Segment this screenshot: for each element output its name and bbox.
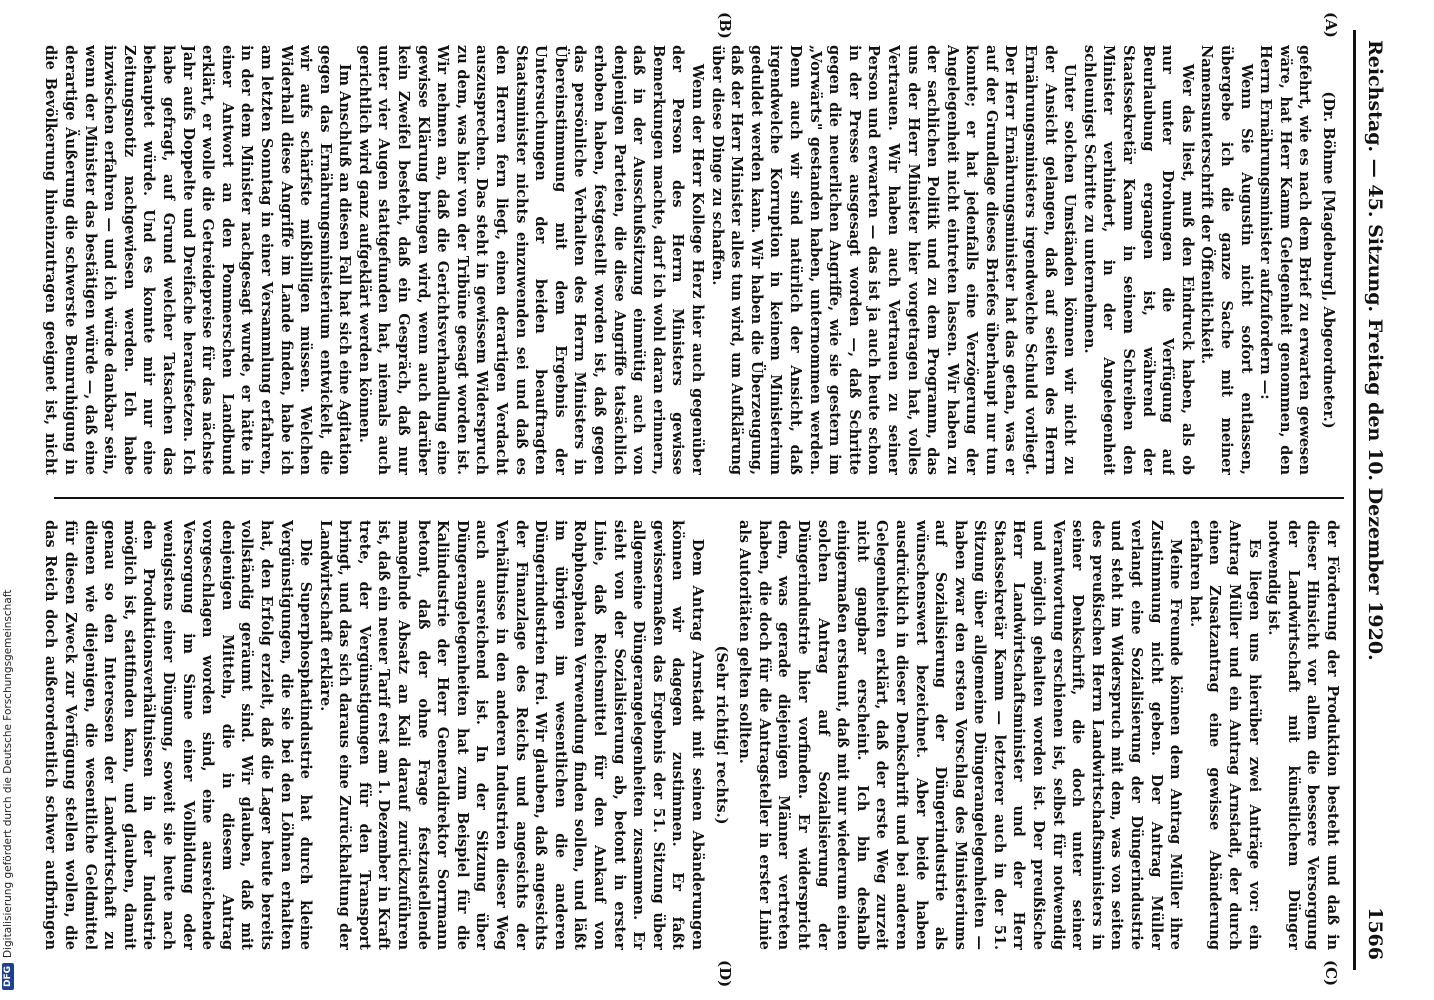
paragraph: Wer das liest, muß den Eindruck haben, als ob nur unter Drohungen die Verfügung auf Beurlaubung ergangen ist, während der Staatssekretär Kamm in seinem Schreiben den Minister verhindert, in der Angelegenheit schleunigst Schritte zu unternehmen. xyxy=(1080,45,1196,475)
speaker-line: (Dr. Böhme [Magdeburg], Abgeordneter.) xyxy=(1320,91,1337,429)
paragraph: Die Superphosphatindustrie hat durch kleine Vergünstigungen, die sie bei den Löhnen erhalten hat, den Erfolg erzielt, daß die Lager heute bereits vollständig geräumt sind. Wir glauben, daß mit denjenigen Mitteln, die in diesem Antrag vorgeschlagen worden sind, eine ausreichende Versorgung im Sinne einer Vollbildung oder wenigstens einer Düngung, soweit sie heute nach den Produktionsverhältnissen in der Industrie möglich ist, stattfinden kann, und glauben, damit genau so den Interessen der Landwirtschaft zu dienen wie diejenigen, die wesentliche Geldmittel für diesen Zweck zur Verfügung stellen wollen, die das Reich doch außerordentlich schwer aufbringen xyxy=(42,520,315,950)
paragraph: Dem Antrag Arnstadt mit seinen Abänderungen können wir dagegen zustimmen. Er faßt gewissermaßen das Ergebnis der 51. Sitzung über allgemeine Düngerangelegenheiten zusammen. Er sieht von der Sozialisierung ab, betont in erster Linie, daß Reichsmittel für den Ankauf von Rohphosphaten Verwendung finden sollen, und läßt im übrigen im wesentlichen die anderen Düngerindustrien frei. Wir glauben, daß angesichts der Finanzlage des Reichs und angesichts der Verhältnisse in den anderen Industrien dieser Weg auch ausreichend ist. In der Sitzung über Düngerangelegenheiten hat zum Beispiel für die Kaliindustrie der Herr Generaldirektor Sorrmann betont, daß der ohne Frage festzustellende mangelnde Absatz an Kali darauf zurückzuführen ist, daß ein neuer Tarif erst am 1. Dezember in Kraft trete, der Vergünstigungen für den Transport bringt, und das sich daraus eine Zurückhaltung der Landwirtschaft erkläre. xyxy=(316,520,706,950)
digitization-credit xyxy=(2,590,14,990)
paragraph: Im Anschluß an diesen Fall hat sich eine Agitation gegen das Ernährungsministerium entwickelt, die wir aufs schärfste mißbilligen müssen. Welchen Widerhall diese Angriffe im Lande finden, habe ich am letzten Sonntag in einer Versammlung erfahren, in der dem Minister nachgesagt wurde, er hätte in einer Antwort an den Pommerschen Landbund erklärt, er wolle die Getreidepreise für das nächste Jahr aufs Doppelte und Dreifache heraufsetzen. Ich habe gefragt, auf Grund welcher Tatsachen das behauptet würde. Und es konnte mir nur eine Zeitungsnotiz nachgewiesen werden. Ich habe inzwischen erfahren — und ich würde dankbar sein, wenn der Minister das bestätigen würde —, daß eine derartige Äußerung die schwerste Beunruhigung in die Bevölkerung hineinzutragen geeignet ist, nicht xyxy=(42,45,354,475)
paragraph: Meine Freunde können dem Antrag Müller ihre Zustimmung nicht geben. Der Antrag Müller verlangt eine Sozialisierung der Düngerindustrie und steht im Widerspruch mit dem, was von seiten des preußischen Herrn Landwirtschaftsministers in seiner Denkschrift, die doch unter seiner Verantwortung erschienen ist, selbst für notwendig und möglich gehalten worden ist. Der preußische Herr Landwirtschaftsminister und der Herr Staatssekretär Kamm — letzterer auch in der 51. Sitzung über allgemeine Düngerangelegenheiten — haben zwar den ersten Vorschlag des Ministeriums auf Sozialisierung der Düngerindustrie als wünschenswert bezeichnet. Aber beide haben ausdrücklich in dieser Denkschrift und bei anderen Gelegenheiten erklärt, daß der erste Weg zurzeit nicht gangbar erscheint. Ich bin deshalb einigermaßen erstaunt, daß mit nur wiederum einen solchen Antrag auf Sozialisierung der Düngerindustrie hier vorfinden. Er widerspricht dem, was gerade diejenigen Männer vertreten haben, die doch für die Antragsteller in erster Linie als Autoritäten gelten sollten. xyxy=(736,520,1185,950)
margin-marker-b: (B) xyxy=(716,12,734,39)
left-column xyxy=(42,45,1342,475)
paragraph: Es liegen uns hierüber zwei Anträge vor: ein Antrag Müller und ein Antrag Arnstadt, der durch einen Zusatzantrag eine gewisse Abänderung erfahren hat. xyxy=(1186,520,1263,950)
quoted-paragraph: Wenn Sie Augustin nicht sofort entlassen, übergebe ich die ganze Sache mit meiner Namensunterschrift der Öffentlichkeit. xyxy=(1198,45,1255,475)
margin-marker-a: (A) xyxy=(1322,12,1340,38)
dfg-logo-icon: DFG xyxy=(2,963,14,990)
credit-text: Digitalisierung gefördert durch die Deutsche Forschungsgemeinschaft xyxy=(2,589,14,958)
paragraph: Unter solchen Umständen können wir nicht zu der Ansicht gelangen, daß auf seiten des Herrn Ernährungsministers irgendwelche Schuld vorliegt. Der Herr Ernährungsminister hat das getan, was er auf der Grundlage dieses Briefes überhaupt nur tun konnte; er hat jedenfalls eine Verzögerung der Angelegenheit nicht eintreten lassen. Wir haben zu der sachlichen Politik und zu dem Programm, das uns der Herr Minister hier vorgetragen hat, volles Vertrauen. Wir haben auch Vertrauen zu seiner Person und erwarten — das ist ja auch heute schon in der Presse ausgesagt worden —, daß Schritte gegen die neuerlichen Angriffe, wie sie gestern im „Vorwärts" gestanden haben, unternommen werden. Denn auch wir sind natürlich der Ansicht, daß irgendwelche Korruption in keinem Ministerium geduldet werden kann. Wir haben die Überzeugung, daß der Herr Minister alles tun wird, um Aufklärung über diese Dinge zu schaffen. xyxy=(708,45,1079,475)
running-head: Reichstag. — 45. Sitzung. Freitag den 10. Dezember 1920. xyxy=(1364,40,1386,661)
interjection: (Sehr richtig! rechts.) xyxy=(712,645,730,825)
page-header xyxy=(1364,40,1404,960)
paragraph: Wenn der Herr Kollege Herz hier auch gegenüber der Person des Herrn Ministers gewisse Bemerkungen machte, darf ich wohl daran erinnern, daß in der Ausschußsitzung einmütig auch von denjenigen Parteien, die diese Angriffe tatsächlich erhoben haben, festgestellt worden ist, daß gegen das persönliche Verhalten des Herrn Ministers in Übereinstimmung mit dem Ergebnis der Untersuchungen der beiden beauftragten Staatsminister nichts einzuwenden sei und daß es den Herren fern liegt, einen derartigen Verdacht auszusprechen. Das steht in gewissem Widerspruch zu dem, was hier von der Tribüne gesagt worden ist. Wir nehmen an, daß die Gerichtsverhandlung eine gewisse Klärung bringen wird, wenn auch darüber kein Zweifel besteht, daß ein Gespräch, daß nur unter vier Augen stattgefunden hat, niemals auch gerichtlich wird ganz aufgeklärt werden können. xyxy=(355,45,706,475)
paragraph: der Förderung der Produktion besteht und daß in dieser Hinsicht vor allem die bessere Versorgung der Landwirtschaft mit künstlichem Dünger notwendig ist. xyxy=(1265,520,1341,950)
margin-marker-d: (D) xyxy=(716,960,734,988)
margin-marker-c: (C) xyxy=(1322,960,1340,987)
header-rule xyxy=(1353,30,1356,970)
paragraph: gefehrt, wie es nach dem Brief zu erwarten gewesen wäre, hat Herr Kamm Gelegenheit genommen, den Herrn Ernährungsminister aufzufordern —: xyxy=(1257,45,1314,475)
page-number: 1566 xyxy=(1364,907,1386,960)
column-divider xyxy=(54,497,1344,499)
right-column xyxy=(42,520,1342,950)
